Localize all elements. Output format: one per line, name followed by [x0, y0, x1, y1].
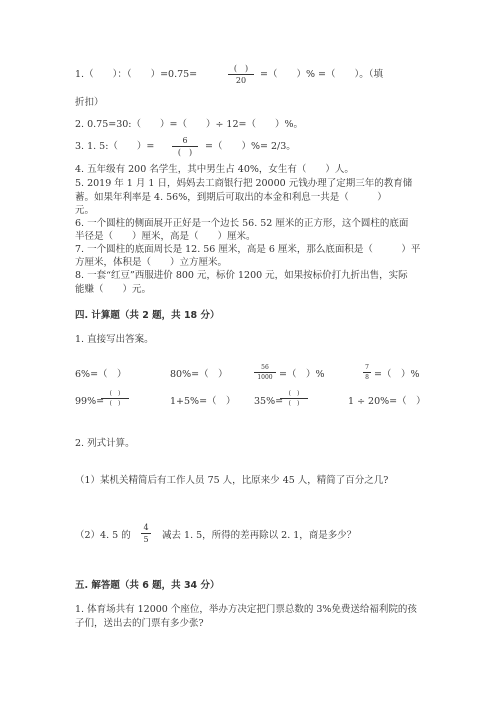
calc-item: 6%=（ ）	[75, 369, 127, 380]
q5-line-1: 5. 2019 年 1 月 1 日，妈妈去工商银行把 20000 元钱办理了定期三年的教育储	[75, 178, 413, 189]
calc-item: =（ ）%	[374, 369, 420, 380]
q1-text-c: 折扣）	[75, 97, 104, 108]
section-4-q2: 2. 列式计算。	[75, 438, 135, 449]
section-4-q1: 1. 直接写出答案。	[75, 334, 154, 345]
fraction-denominator: ( )	[288, 400, 300, 407]
q8-line-1: 8. 一套“红豆”西服进价 800 元，标价 1200 元，如果按标价打九折出售，实际	[75, 270, 408, 281]
section-4-sub2-b: 减去 1. 5，所得的差再除以 2. 1，商是多少？	[162, 530, 357, 541]
q4-text: 4. 五年级有 200 名学生，其中男生占 40%，女生有（ ）人。	[75, 164, 354, 175]
calc-fraction	[363, 364, 371, 381]
fraction-numerator: 6	[182, 136, 188, 145]
q5-line-2: 蓄。如果年利率是 4. 56%，到期后可取出的本金和利息一共是（ ）	[75, 192, 387, 203]
calc-fraction	[254, 364, 276, 381]
section-4-title: 四. 计算题（共 2 题，共 18 分）	[75, 310, 220, 321]
calc-item: =（ ）%	[279, 369, 325, 380]
fraction-denominator: 1000	[257, 374, 273, 381]
fraction-numerator: ( )	[288, 390, 300, 397]
fraction-denominator: ( )	[109, 400, 121, 407]
fraction-numerator: ( )	[233, 64, 249, 73]
section-4-sub2-a: （2）4. 5 的	[75, 530, 131, 541]
q7-line-2: 方厘米，体积是（ ）立方厘米。	[75, 257, 228, 268]
q3-fraction	[172, 136, 198, 157]
fraction-denominator: ( )	[177, 148, 193, 157]
q1-text-b: =（ ）% =（ ）。（填	[260, 69, 383, 80]
calc-item: 35%=	[254, 396, 284, 407]
q6-line-1: 6. 一个圆柱的侧面展开正好是一个边长 56. 52 厘米的正方形，这个圆柱的底面	[75, 218, 409, 229]
q8-line-2: 能赚（ ）元。	[75, 284, 152, 295]
section-5-q1-line-1: 1. 体育场共有 12000 个座位，举办方决定把门票总数的 3%免费送给福利院的孩	[75, 604, 417, 615]
sub2-fraction	[141, 523, 151, 544]
q3-text-a: 3. 1. 5:（ ）=	[75, 141, 155, 152]
q2-text: 2. 0.75=30:（ ）=（ ）÷ 12=（ ）%。	[75, 119, 304, 130]
calc-fraction	[101, 390, 129, 407]
fraction-denominator: 20	[235, 76, 247, 85]
section-5-q1-line-2: 子们，送出去的门票有多少张?	[75, 618, 204, 629]
q1-fraction	[228, 64, 254, 85]
q3-text-b: =（ ）%= 2/3。	[205, 141, 296, 152]
fraction-denominator: 5	[143, 535, 149, 544]
calc-fraction	[280, 390, 308, 407]
calc-item: 80%=（ ）	[170, 369, 228, 380]
section-5-title: 五. 解答题（共 6 题，共 34 分）	[75, 580, 220, 591]
fraction-denominator: 8	[365, 374, 369, 381]
calc-item: 99%=	[75, 396, 105, 407]
q5-line-3: 元。	[75, 205, 95, 216]
calc-item: 1+5%=（ ）	[170, 396, 236, 407]
fraction-numerator: 7	[365, 364, 369, 371]
fraction-numerator: 4	[143, 523, 149, 532]
q7-line-1: 7. 一个圆柱的底面周长是 12. 56 厘米，高是 6 厘米，那么底面积是（ ）平	[75, 244, 421, 255]
calc-item: 1 ÷ 20%=（ ）	[348, 396, 426, 407]
fraction-numerator: 56	[261, 364, 269, 371]
q6-line-2: 半径是（ ）厘米，高是（ ）厘米。	[75, 231, 256, 242]
q1-text-a: 1.（ ）：（ ）=0.75=	[75, 69, 198, 80]
section-4-sub1: （1）某机关精简后有工作人员 75 人，比原来少 45 人，精简了百分之几?	[75, 475, 389, 486]
fraction-numerator: ( )	[109, 390, 121, 397]
